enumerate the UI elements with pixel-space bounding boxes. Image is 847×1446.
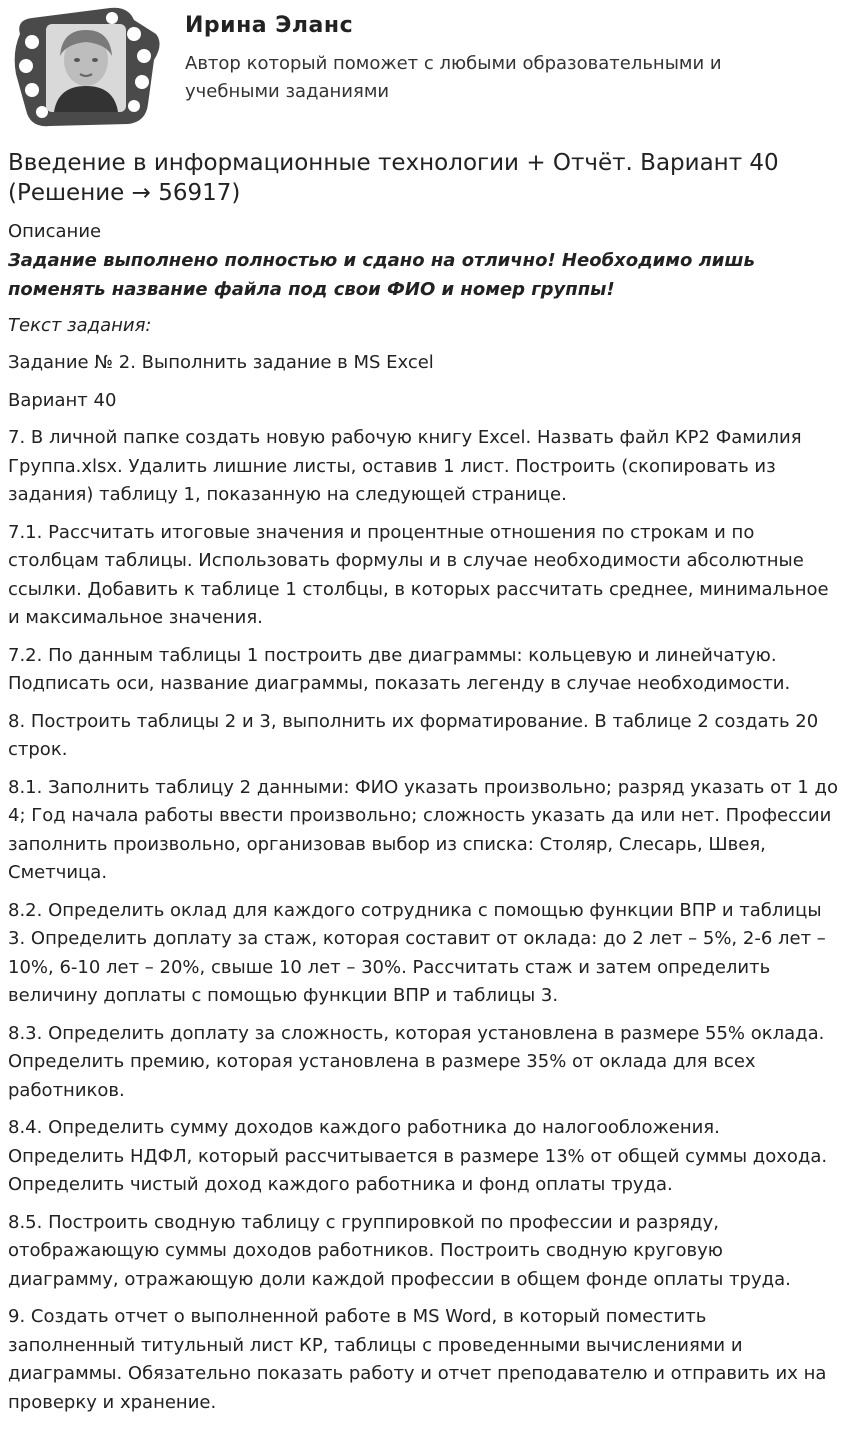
task-paragraph: Вариант 40: [8, 389, 117, 411]
completion-note: Задание выполнено полностью и сдано на отлично! Необходимо лишь поменять название файла под свои ФИО и номер группы!: [8, 250, 755, 300]
task-text-label: Текст задания:: [8, 315, 152, 336]
task-paragraphs: [8, 349, 839, 1417]
author-avatar[interactable]: [10, 4, 162, 128]
author-info: [185, 12, 839, 106]
task-paragraph: 8.1. Заполнить таблицу 2 данными: ФИО указать произвольно; разряд указать от 1 до 4; Год начала работы ввести произвольно; сложность указать да или нет. Профессии заполнить произвольно, организовав выбор из списка: Столяр, Слесарь, Швея, Сметчица.: [8, 776, 838, 883]
task-paragraph: 8. Построить таблицы 2 и 3, выполнить их форматирование. В таблице 2 создать 20 строк.: [8, 710, 819, 760]
task-paragraph: 7. В личной папке создать новую рабочую книгу Excel. Назвать файл КР2 Фамилия Группа.xlsx. Удалить лишние листы, оставив 1 лист. Построить (скопировать из задания) таблицу 1, показанную на следующей странице.: [8, 427, 802, 505]
task-paragraph: 8.4. Определить сумму доходов каждого работника до налогообложения. Определить НДФЛ, который рассчитывается в размере 13% от общей суммы дохода. Определить чистый доход каждого работника и фонд оплаты труда.: [8, 1117, 828, 1195]
author-description: Автор который поможет с любыми образовательными и учебными заданиями: [185, 53, 722, 102]
task-paragraph: 8.2. Определить оклад для каждого сотрудника с помощью функции ВПР и таблицы 3. Определить доплату за стаж, которая составит от оклада: до 2 лет – 5%, 2-6 лет – 10%, 6-10 лет – 20%, свыше 10 лет – 30%. Рассчитать стаж и затем определить величину доплаты с помощью функции ВПР и таблицы 3.: [8, 899, 826, 1006]
page-title: Введение в информационные технологии + Отчёт. Вариант 40 (Решение → 56917): [8, 150, 779, 206]
task-paragraph: 7.2. По данным таблицы 1 построить две диаграммы: кольцевую и линейчатую. Подписать оси, название диаграммы, показать легенду в случае необходимости.: [8, 644, 791, 694]
author-card: [8, 0, 839, 140]
task-paragraph: 7.1. Рассчитать итоговые значения и процентные отношения по строкам и по столбцам таблицы. Использовать формулы и в случае необходимости абсолютные ссылки. Добавить к таблице 1 столбцы, в которых рассчитать среднее, минимальное и максимальное значения.: [8, 521, 829, 628]
task-paragraph: 8.3. Определить доплату за сложность, которая установлена в размере 55% оклада. Определить премию, которая установлена в размере 35% от оклада для всех работников.: [8, 1022, 825, 1101]
author-name[interactable]: Ирина Эланс: [185, 13, 354, 38]
task-paragraph: Задание № 2. Выполнить задание в MS Excel: [8, 352, 434, 373]
task-paragraph: 9. Создать отчет о выполненной работе в MS Word, в который поместить заполненный титульный лист КР, таблицы с проведенными вычислениями и диаграммы. Обязательно показать работу и отчет преподавателю и отправить их на проверку и хранение.: [8, 1306, 827, 1413]
description-label: Описание: [8, 221, 102, 242]
task-paragraph: 8.5. Построить сводную таблицу с группировкой по профессии и разряду, отображающую суммы доходов работников. Построить сводную круговую диаграмму, отражающую доли каждой профессии в общем фонде оплаты труда.: [8, 1211, 791, 1290]
